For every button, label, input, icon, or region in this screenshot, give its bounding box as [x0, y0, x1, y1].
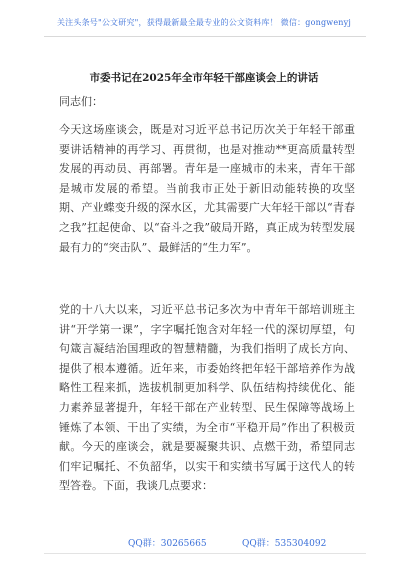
- promo-banner: 关注头条号"公文研究"，获得最新最全最专业的公文资料库！ 微信：gongwenyj: [56, 18, 352, 27]
- header-divider: [44, 36, 366, 37]
- footer-divider: [44, 553, 366, 554]
- salutation: 同志们：: [59, 95, 103, 108]
- body-paragraph: 党的十八大以来，习近平总书记多次为中青年干部培训班主讲“开学第一课”，字字嘱托饱含对年轻一代的深切厚望，句句箴言凝结治国理政的智慧精髓，为我们指明了成长方向、提供了根本遵循。近年来，市委始终把年轻干部培养作为战略性工程来抓，选拔机制更加科学、队伍结构持续优化、能力素养显著提升，年轻干部在产业转型、民生保障等战场上锤炼了本领、干出了实绩，为全市“平稳开局”作出了积极贡献。今天的座谈会，就是要凝聚共识、点燃干劲，希望同志们牢记嘱托、不负韶华，以实干和实绩书写属于这代人的转型答卷。下面，我谈几点要求：: [59, 303, 355, 493]
- qq-group-1: QQ群：30265665: [128, 539, 207, 549]
- body-paragraph: 今天这场座谈会，既是对习近平总书记历次关于年轻干部重要讲话精神的再学习、再贯彻，也是对推动**更高质量转型发展的再动员、再部署。青年是一座城市的未来，青年干部是城市发展的希望。当前我市正处于新旧动能转换的攻坚期、产业蝶变升级的深水区，尤其需要广大年轻干部以“青春之我”扛起使命、以“奋斗之我”破局开路，真正成为转型发展最有力的“突击队”、最鲜活的“生力军”。: [59, 123, 355, 254]
- qq-group-2: QQ群：535304092: [242, 539, 327, 549]
- document-title: 市委书记在2025年全市年轻干部座谈会上的讲话: [89, 72, 319, 84]
- footer: [0, 536, 408, 550]
